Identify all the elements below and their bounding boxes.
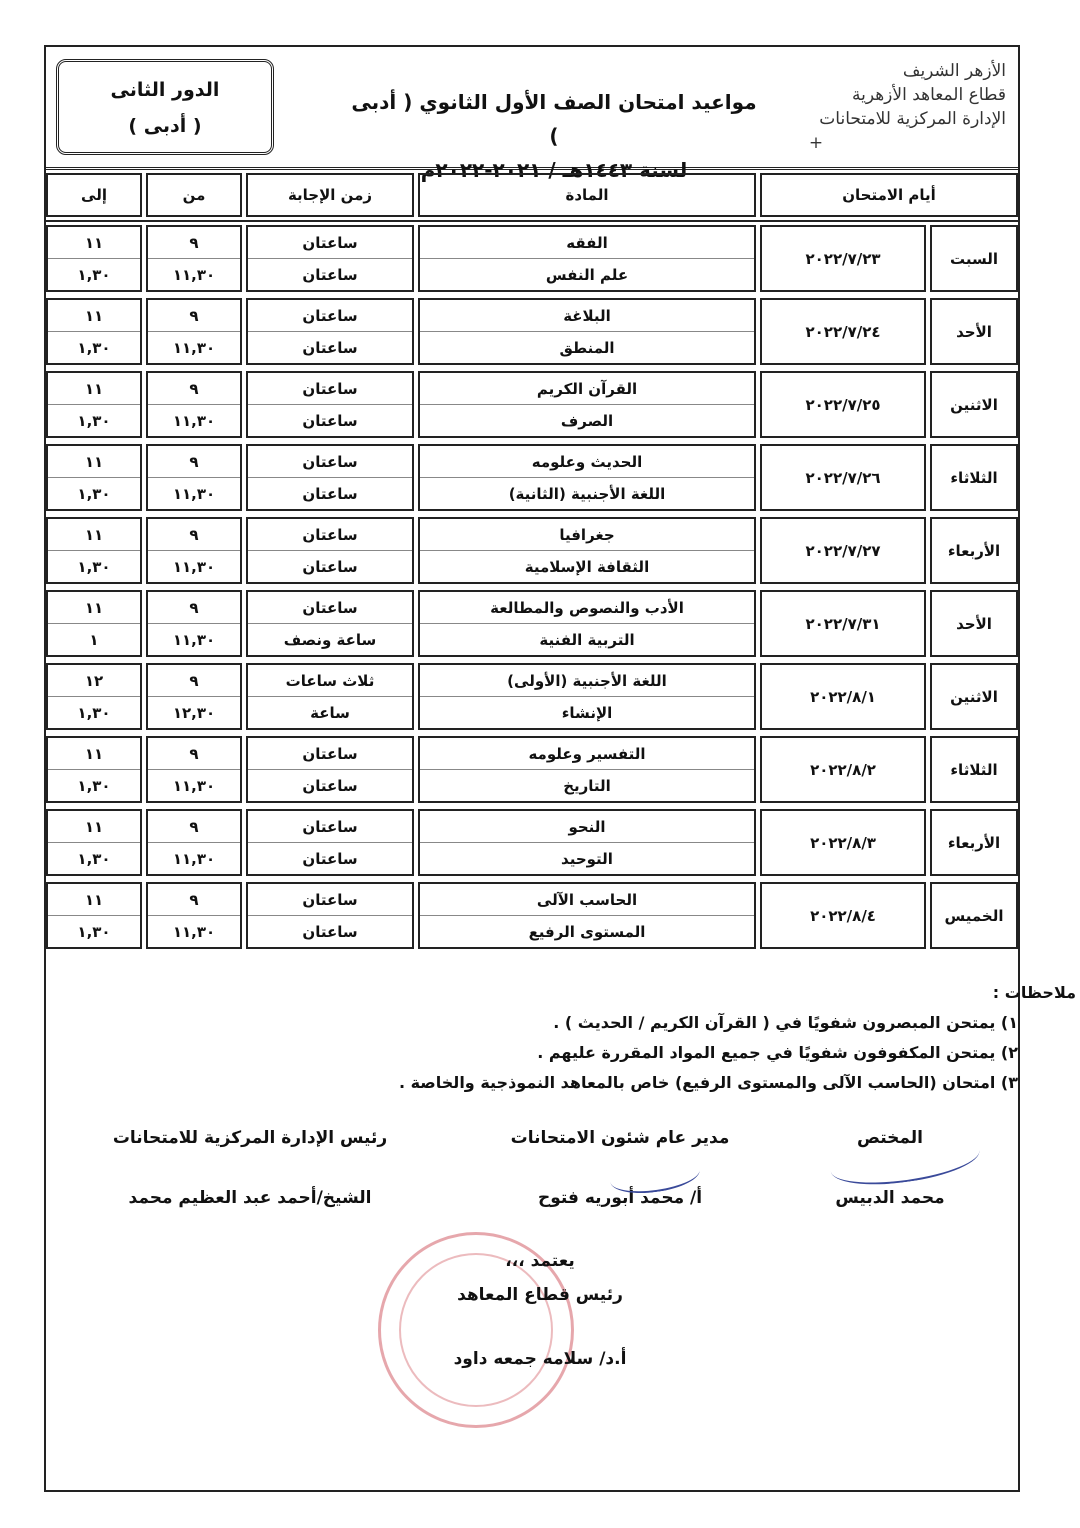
table-row (44, 295, 1020, 368)
table-row (44, 806, 1020, 879)
to-cell (46, 371, 142, 438)
from-cell (146, 882, 242, 949)
exam-date: ٢٠٢٢/٨/١ (760, 663, 926, 730)
signer-title: مدير عام شئون الامتحانات (510, 1128, 730, 1148)
note-item: ١) يمتحن المبصرون شفويًا في ( القرآن الكريم / الحديث ) . (553, 1013, 1018, 1032)
signer-title: المختص (857, 1128, 923, 1148)
exam-subject: التربية الفنية (539, 630, 635, 649)
exam-from: ٩ (148, 738, 240, 770)
signer-title: رئيس قطاع المعاهد (457, 1285, 623, 1305)
logo-line: الأزهر الشريف (902, 61, 1006, 81)
exam-subject: التوحيد (561, 849, 613, 868)
azhar-logo-text (746, 59, 1006, 155)
exam-from: ٩ (148, 519, 240, 551)
exam-subject: جغرافيا (420, 519, 754, 551)
table-row (44, 879, 1020, 952)
exam-day: الأحد (930, 590, 1018, 657)
subject-cell (418, 444, 756, 511)
note-item: ٢) يمتحن المكفوفون شفويًا في جميع المواد المقررة عليهم . (537, 1043, 1018, 1062)
exam-to: ١,٣٠ (77, 922, 111, 941)
exam-to: ١,٣٠ (77, 776, 111, 795)
exam-to: ١,٣٠ (77, 703, 111, 722)
exam-from: ٩ (148, 665, 240, 697)
exam-day: الأحد (930, 298, 1018, 365)
exam-from: ١١,٣٠ (172, 630, 216, 649)
exam-day: الاثنين (930, 663, 1018, 730)
exam-to: ١١ (48, 811, 140, 843)
table-row (44, 660, 1020, 733)
exam-to: ١,٣٠ (77, 411, 111, 430)
exam-to: ١ (89, 630, 99, 649)
duration-cell (246, 444, 414, 511)
exam-to: ١,٣٠ (77, 557, 111, 576)
exam-subject: الفقه (420, 227, 754, 259)
header-duration: زمن الإجابة (246, 173, 414, 217)
duration-cell (246, 663, 414, 730)
signer-name: محمد الدبيس (835, 1188, 945, 1208)
exam-subject: الحديث وعلومه (420, 446, 754, 478)
exam-duration: ساعتان (302, 922, 358, 941)
duration-cell (246, 298, 414, 365)
exam-day: الثلاثاء (930, 444, 1018, 511)
exam-duration: ساعتان (248, 592, 412, 624)
exam-subject: القرآن الكريم (420, 373, 754, 405)
exam-date: ٢٠٢٢/٧/٢٤ (760, 298, 926, 365)
exam-duration: ساعتان (302, 265, 358, 284)
from-cell (146, 809, 242, 876)
exam-day: الأربعاء (930, 809, 1018, 876)
exam-date: ٢٠٢٢/٨/٤ (760, 882, 926, 949)
exam-day: السبت (930, 225, 1018, 292)
header-to: إلى (46, 173, 142, 217)
exam-subject: التفسير وعلومه (420, 738, 754, 770)
to-cell (46, 809, 142, 876)
subject-cell (418, 882, 756, 949)
exam-from: ١٢,٣٠ (172, 703, 216, 722)
exam-date: ٢٠٢٢/٧/٢٥ (760, 371, 926, 438)
duration-cell (246, 736, 414, 803)
subject-cell (418, 298, 756, 365)
notes-section (118, 978, 1076, 1098)
title-line: مواعيد امتحان الصف الأول الثانوي ( أدبى ) (351, 90, 757, 148)
duration-cell (246, 809, 414, 876)
from-cell (146, 225, 242, 292)
exam-to: ١١ (48, 373, 140, 405)
subject-cell (418, 736, 756, 803)
to-cell (46, 444, 142, 511)
exam-from: ١١,٣٠ (172, 849, 216, 868)
exam-duration: ساعة ونصف (283, 630, 377, 649)
exam-subject: التاريخ (563, 776, 611, 795)
signer-name: الشيخ/أحمد عبد العظيم محمد (128, 1188, 372, 1208)
to-cell (46, 298, 142, 365)
header-days: أيام الامتحان (760, 173, 1018, 217)
exam-to: ١,٣٠ (77, 849, 111, 868)
round-box (56, 59, 274, 155)
exam-day: الاثنين (930, 371, 1018, 438)
exam-to: ١,٣٠ (77, 338, 111, 357)
subject-cell (418, 371, 756, 438)
subject-cell (418, 663, 756, 730)
exam-from: ٩ (148, 227, 240, 259)
exam-duration: ساعتان (248, 227, 412, 259)
exam-subject: اللغة الأجنبية (الثانية) (508, 484, 666, 503)
exam-from: ١١,٣٠ (172, 776, 216, 795)
notes-title: ملاحظات : (992, 983, 1076, 1002)
duration-cell (246, 590, 414, 657)
to-cell (46, 663, 142, 730)
exam-to: ١١ (48, 227, 140, 259)
director-signature (480, 1128, 760, 1208)
sector-head-signature (420, 1244, 660, 1376)
exam-duration: ساعتان (248, 300, 412, 332)
exam-from: ١١,٣٠ (172, 484, 216, 503)
exam-from: ١١,٣٠ (172, 265, 216, 284)
exam-from: ١١,٣٠ (172, 411, 216, 430)
table-row (44, 733, 1020, 806)
exam-duration: ساعتان (248, 738, 412, 770)
exam-to: ١,٣٠ (77, 265, 111, 284)
table-row (44, 222, 1020, 295)
exam-duration: ساعتان (302, 557, 358, 576)
exam-from: ٩ (148, 811, 240, 843)
table-header (44, 170, 1020, 222)
from-cell (146, 298, 242, 365)
exam-duration: ثلاث ساعات (248, 665, 412, 697)
exam-date: ٢٠٢٢/٧/٣١ (760, 590, 926, 657)
exam-to: ١١ (48, 300, 140, 332)
header-from: من (146, 173, 242, 217)
table-row (44, 441, 1020, 514)
exam-subject: الأدب والنصوص والمطالعة (420, 592, 754, 624)
subject-cell (418, 225, 756, 292)
from-cell (146, 590, 242, 657)
to-cell (46, 590, 142, 657)
exam-to: ١٢ (48, 665, 140, 697)
table-row (44, 514, 1020, 587)
from-cell (146, 444, 242, 511)
exam-from: ٩ (148, 884, 240, 916)
exam-subject: المستوى الرفيع (528, 922, 646, 941)
exam-duration: ساعتان (302, 338, 358, 357)
subject-cell (418, 809, 756, 876)
exam-duration: ساعتان (248, 519, 412, 551)
duration-cell (246, 225, 414, 292)
exam-day: الثلاثاء (930, 736, 1018, 803)
logo-line: الإدارة المركزية للامتحانات (819, 109, 1006, 129)
from-cell (146, 663, 242, 730)
approval-label: يعتمد ،،، (505, 1251, 575, 1271)
from-cell (146, 517, 242, 584)
exam-duration: ساعتان (302, 849, 358, 868)
subject-cell (418, 517, 756, 584)
round-label: الدور الثانى (110, 79, 220, 101)
exam-subject: البلاغة (420, 300, 754, 332)
exam-subject: الثقافة الإسلامية (524, 557, 650, 576)
signer-name: أ/ محمد أبوريه فتوح (537, 1188, 703, 1208)
exam-from: ١١,٣٠ (172, 338, 216, 357)
to-cell (46, 736, 142, 803)
exam-date: ٢٠٢٢/٨/٣ (760, 809, 926, 876)
duration-cell (246, 882, 414, 949)
exam-to: ١١ (48, 592, 140, 624)
exam-from: ٩ (148, 446, 240, 478)
exam-from: ٩ (148, 592, 240, 624)
exam-to: ١١ (48, 884, 140, 916)
schedule-table (44, 170, 1020, 952)
from-cell (146, 371, 242, 438)
exam-date: ٢٠٢٢/٧/٢٧ (760, 517, 926, 584)
exam-duration: ساعة (310, 703, 350, 722)
exam-from: ١١,٣٠ (172, 557, 216, 576)
duration-cell (246, 371, 414, 438)
to-cell (46, 225, 142, 292)
exam-to: ١١ (48, 738, 140, 770)
exam-subject: الحاسب الآلى (420, 884, 754, 916)
document-header (44, 45, 1020, 182)
exam-date: ٢٠٢٢/٨/٢ (760, 736, 926, 803)
exam-subject: المنطق (559, 338, 615, 357)
logo-line: قطاع المعاهد الأزهرية (851, 85, 1006, 105)
table-row (44, 587, 1020, 660)
header-subject: المادة (418, 173, 756, 217)
exam-duration: ساعتان (302, 484, 358, 503)
exam-day: الأربعاء (930, 517, 1018, 584)
exam-subject: النحو (420, 811, 754, 843)
exam-subject: اللغة الأجنبية (الأولى) (420, 665, 754, 697)
signer-title: رئيس الإدارة المركزية للامتحانات (112, 1128, 388, 1148)
exam-date: ٢٠٢٢/٧/٢٦ (760, 444, 926, 511)
year-line: لسنة ١٤٤٣هـ / ٢٠٢١-٢٠٢٢م (420, 158, 688, 182)
exam-day: الخميس (930, 882, 1018, 949)
to-cell (46, 882, 142, 949)
to-cell (46, 517, 142, 584)
exam-duration: ساعتان (302, 776, 358, 795)
section-label: ( أدبى ) (128, 115, 202, 137)
exam-duration: ساعتان (248, 884, 412, 916)
exam-to: ١,٣٠ (77, 484, 111, 503)
exam-subject: الصرف (560, 411, 614, 430)
exam-from: ٩ (148, 373, 240, 405)
exam-from: ٩ (148, 300, 240, 332)
exam-duration: ساعتان (302, 411, 358, 430)
exam-to: ١١ (48, 446, 140, 478)
signer-name: أ.د/ سلامه جمعه داود (453, 1349, 627, 1369)
exam-subject: علم النفس (545, 265, 629, 284)
exam-from: ١١,٣٠ (172, 922, 216, 941)
head-signature (100, 1128, 400, 1208)
plus-mark: + (808, 133, 824, 153)
note-item: ٣) امتحان (الحاسب الآلى والمستوى الرفيع) خاص بالمعاهد النموذجية والخاصة . (398, 1073, 1018, 1092)
from-cell (146, 736, 242, 803)
exam-duration: ساعتان (248, 373, 412, 405)
subject-cell (418, 590, 756, 657)
exam-to: ١١ (48, 519, 140, 551)
duration-cell (246, 517, 414, 584)
table-row (44, 368, 1020, 441)
exam-duration: ساعتان (248, 446, 412, 478)
exam-date: ٢٠٢٢/٧/٢٣ (760, 225, 926, 292)
exam-subject: الإنشاء (561, 703, 613, 722)
exam-duration: ساعتان (248, 811, 412, 843)
